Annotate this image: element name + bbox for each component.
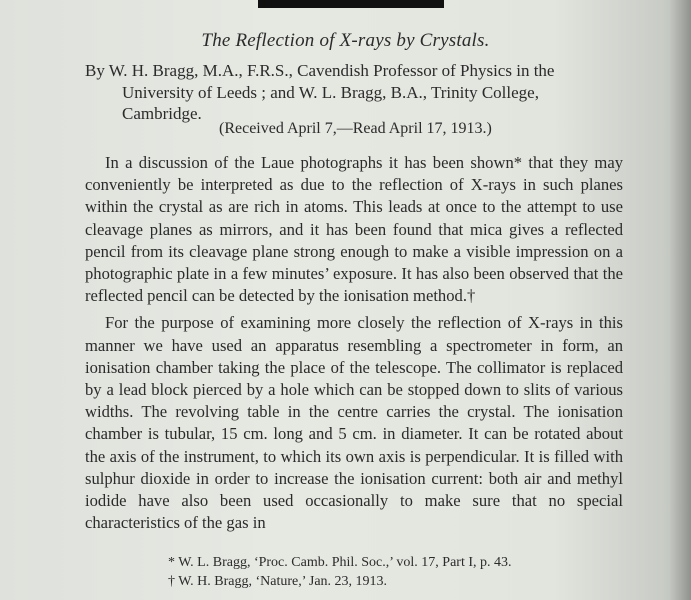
page-edge-shadow (669, 0, 691, 600)
author-byline (85, 60, 623, 125)
byline-line-2: University of Leeds ; and W. L. Bragg, B.A., Trinity College, (122, 82, 539, 102)
byline-line-1: By W. H. Bragg, M.A., F.R.S., Cavendish Professor of Physics in the (85, 61, 555, 80)
paragraph-2: For the purpose of examining more closely the reflection of X-rays in this manner we have used an apparatus resembling a spectrometer in form, an ionisation chamber taking the place of the telescope. The collimator is replaced by a lead block pierced by a hole which can be stopped down to slits of various widths. The revolving table in the centre carries the crystal. The ionisation chamber is tubular, 15 cm. long and 5 cm. in diameter. It can be rotated about the axis of the instrument, to which its own axis is perpendicular. It is filled with sulphur dioxide in order to increase the ionisation current: both air and methyl iodide have also been used occasionally to make sure that no special characteristics of the gas in (85, 313, 623, 533)
byline-line-3: Cambridge. (122, 104, 202, 123)
received-date: (Received April 7,—Read April 17, 1913.) (219, 120, 492, 137)
paragraph-1: In a discussion of the Laue photographs it has been shown* that they may conveniently be interpreted as due to the reflection of X-rays in such planes within the crystal as are rich in atoms. This leads at once to the attempt to use cleavage planes as mirrors, and it has been found that mica gives a reflected pencil from its cleavage plane strong enough to make a visible impression on a photographic plate in a few minutes’ exposure. It has also been observed that the reflected pencil can be detected by the ionisation method.† (85, 153, 623, 306)
page-header-bar (258, 0, 444, 8)
footnote-2: † W. H. Bragg, ‘Nature,’ Jan. 23, 1913. (168, 574, 388, 589)
paper-title: The Reflection of X-rays by Crystals. (201, 30, 490, 51)
footnotes (168, 553, 628, 591)
article-body (85, 152, 623, 534)
footnote-1: * W. L. Bragg, ‘Proc. Camb. Phil. Soc.,’ vol. 17, Part I, p. 43. (168, 555, 512, 570)
